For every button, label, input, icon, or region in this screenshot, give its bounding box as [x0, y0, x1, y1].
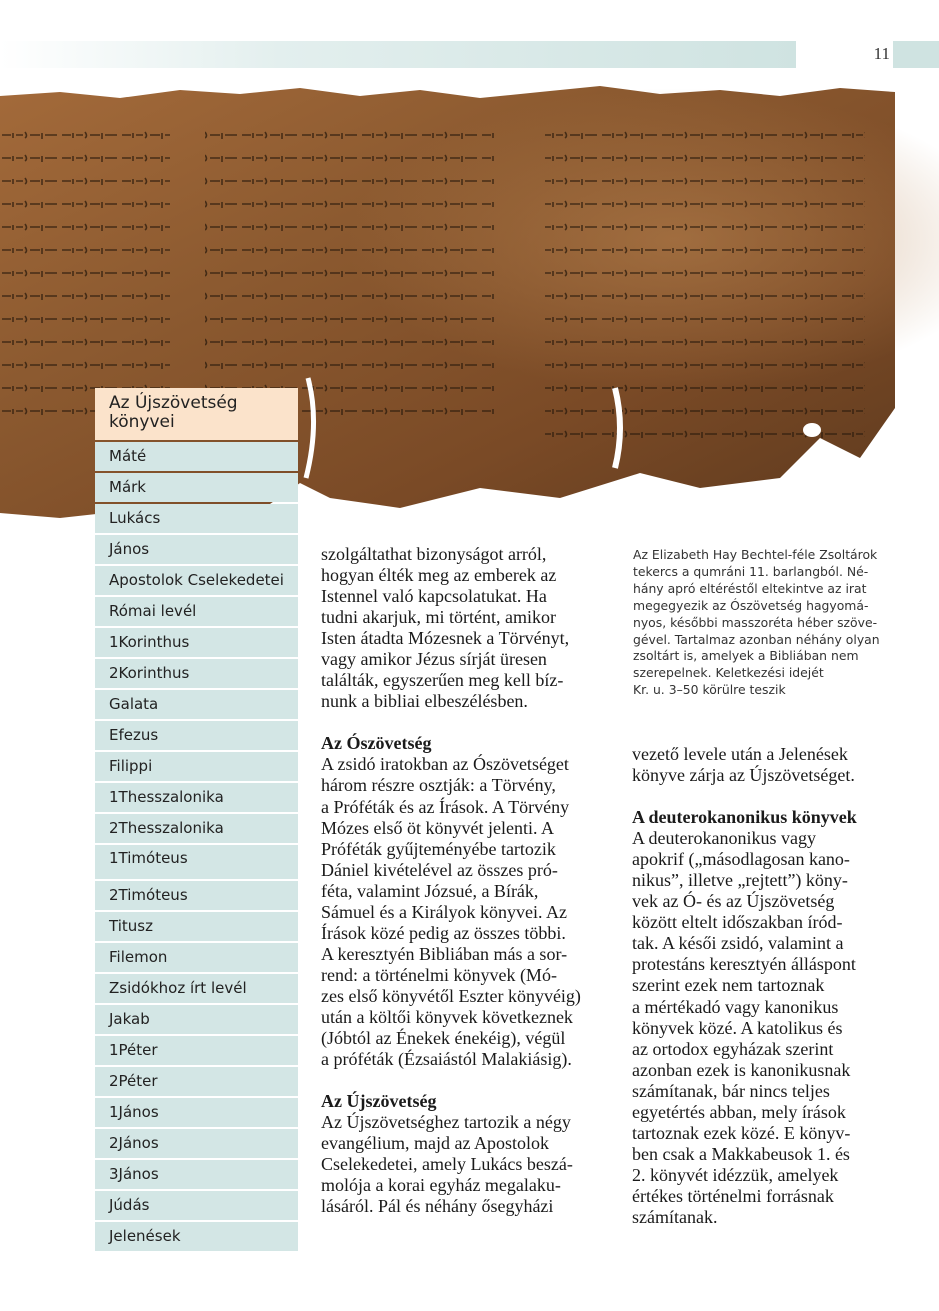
book-item: Római levél — [95, 597, 298, 626]
book-item: 2Péter — [95, 1067, 298, 1096]
body-line: molója a korai egyház megalaku- — [321, 1175, 561, 1196]
caption-line: Kr. u. 3–50 körülre teszik — [633, 682, 786, 698]
book-item: Jelenések — [95, 1222, 298, 1251]
body-line: az ortodox egyházak szerint — [632, 1038, 834, 1059]
body-line: Dániel kivételével az összes pró- — [321, 859, 558, 880]
page-number: 11 — [873, 44, 890, 63]
body-line: A keresztyén Bibliában más a sor- — [321, 943, 568, 964]
body-line: A deuterokanonikus vagy — [632, 828, 816, 849]
caption-line: gével. Tartalmaz azonban néhány olyan — [633, 631, 880, 647]
sidebar-title-line: Az Újszövetség — [109, 393, 238, 413]
body-line: ben csak a Makkabeusok 1. és — [632, 1143, 850, 1164]
body-line: könyvek közé. A katolikus és — [632, 1017, 843, 1038]
book-item: Efezus — [95, 721, 298, 750]
body-line: protestáns keresztyén álláspont — [632, 954, 856, 975]
caption-line: tekercs a qumráni 11. barlangból. Né- — [633, 563, 869, 579]
caption-line: szerepelnek. Keletkezési idejét — [633, 665, 824, 681]
body-line: tudni akarjuk, mi történt, amikor — [321, 607, 556, 628]
book-item: Lukács — [95, 504, 298, 533]
book-item: 2János — [95, 1129, 298, 1158]
body-line: Istennel való kapcsolatukat. Ha — [321, 586, 547, 607]
section-heading: A deuterokanonikus könyvek — [632, 807, 857, 828]
body-line: Cselekedetei, amely Lukács beszá- — [321, 1154, 573, 1175]
body-line: tak. A késői zsidó, valamint a — [632, 933, 844, 954]
section-heading: Az Ószövetség — [321, 733, 432, 754]
body-line: Az Újszövetséghez tartozik a négy — [321, 1112, 571, 1133]
body-line: Próféták gyűjteményébe tartozik — [321, 838, 556, 859]
body-line: tartoznak ezek közé. E könyv- — [632, 1122, 851, 1143]
body-line: három részre osztják: a Törvény, — [321, 775, 556, 796]
body-line: evangélium, majd az Apostolok — [321, 1133, 549, 1154]
body-line: a mértékadó vagy kanonikus — [632, 996, 839, 1017]
body-line: találták, egyszerűen meg kell bíz- — [321, 670, 564, 691]
caption-line: nyos, későbbi masszoréta héber szöve- — [633, 614, 878, 630]
body-line: a próféták (Ézsaiástól Malakiásig). — [321, 1049, 572, 1070]
body-line: Írások közé pedig az összes többi. — [321, 922, 566, 943]
book-item: Jakab — [95, 1005, 298, 1034]
paragraph-gap — [321, 1070, 611, 1091]
book-item: Júdás — [95, 1191, 298, 1220]
text-column-1 — [321, 544, 611, 1217]
caption-line: Az Elizabeth Hay Bechtel-féle Zsoltárok — [633, 547, 878, 562]
body-line: szolgáltathat bizonyságot arról, — [321, 544, 547, 564]
body-line: értékes történelmi forrásnak — [632, 1185, 834, 1206]
book-item: 2Korinthus — [95, 659, 298, 688]
book-item: Apostolok Cselekedetei — [95, 566, 298, 595]
caption-line: megegyezik az Ószövetség hagyomá- — [633, 597, 869, 613]
book-item: 2Timóteus — [95, 881, 298, 910]
body-line: vezető levele után a Jelenések — [632, 744, 848, 764]
body-line: számítanak, bár nincs teljes — [632, 1080, 830, 1101]
section-heading: Az Újszövetség — [321, 1091, 437, 1112]
book-item: Filippi — [95, 752, 298, 781]
body-line: zes első könyvétől Eszter könyvéig) — [321, 985, 581, 1006]
sidebar-title-line: könyvei — [109, 412, 175, 432]
body-line: lásáról. Pál és néhány ősegyházi — [321, 1196, 554, 1217]
body-line: könyve zárja az Újszövetséget. — [632, 765, 855, 786]
paragraph-gap — [632, 786, 902, 807]
body-line: szerint ezek nem tartoznak — [632, 975, 825, 996]
book-item: 3János — [95, 1160, 298, 1189]
header-band-tab — [893, 41, 939, 68]
book-item: János — [95, 535, 298, 564]
caption-line: zsoltárt is, amelyek a Bibliában nem — [633, 648, 859, 664]
book-item: 1Korinthus — [95, 628, 298, 657]
book-item: 1Thesszalonika — [95, 783, 298, 812]
book-item: Márk — [95, 473, 298, 502]
body-line: között eltelt időszakban íród- — [632, 912, 843, 933]
body-line: vagy amikor Jézus sírját üresen — [321, 649, 547, 670]
book-item: Titusz — [95, 912, 298, 941]
body-line: Isten átadta Mózesnek a Törvényt, — [321, 628, 570, 649]
body-line: után a költői könyvek következnek — [321, 1006, 573, 1027]
body-line: Sámuel és a Királyok könyvei. Az — [321, 901, 567, 922]
body-line: nikus”, illetve „rejtett”) köny- — [632, 870, 848, 891]
body-line: apokrif („másodlagosan kano- — [632, 849, 850, 870]
book-item: 1János — [95, 1098, 298, 1127]
paragraph-gap — [321, 712, 611, 733]
sidebar-title — [95, 388, 298, 440]
body-line: (Jóbtól az Énekek énekéig), végül — [321, 1028, 566, 1049]
header-band — [0, 41, 796, 68]
body-line: nunk a bibliai elbeszélésben. — [321, 691, 528, 712]
body-line: vek az Ó- és az Újszövetség — [632, 891, 835, 912]
body-line: A zsidó iratokban az Ószövetséget — [321, 754, 569, 775]
image-caption — [633, 547, 893, 699]
body-line: számítanak. — [632, 1206, 718, 1227]
book-item: Galata — [95, 690, 298, 719]
book-item: 1Péter — [95, 1036, 298, 1065]
body-line: 2. könyvét idézzük, amelyek — [632, 1164, 839, 1185]
body-line: azonban ezek is kanonikusnak — [632, 1059, 851, 1080]
body-line: hogyan élték meg az emberek az — [321, 565, 557, 586]
book-item: Zsidókhoz írt levél — [95, 974, 298, 1003]
body-line: a Próféták és az Írások. A Törvény — [321, 796, 570, 817]
book-item: 1Timóteus — [95, 845, 298, 879]
book-item: 2Thesszalonika — [95, 814, 298, 843]
text-column-2 — [632, 744, 902, 1228]
book-item: Filemon — [95, 943, 298, 972]
body-line: rend: a történelmi könyvek (Mó- — [321, 964, 557, 985]
body-line: féta, valamint Józsué, a Bírák, — [321, 880, 539, 901]
new-testament-books-sidebar — [95, 388, 298, 1251]
book-item: Máté — [95, 442, 298, 471]
body-line: egyetértés abban, mely írások — [632, 1101, 846, 1122]
body-line: Mózes első öt könyvét jelenti. A — [321, 817, 554, 838]
caption-line: hány apró eltéréstől eltekintve az irat — [633, 580, 867, 596]
